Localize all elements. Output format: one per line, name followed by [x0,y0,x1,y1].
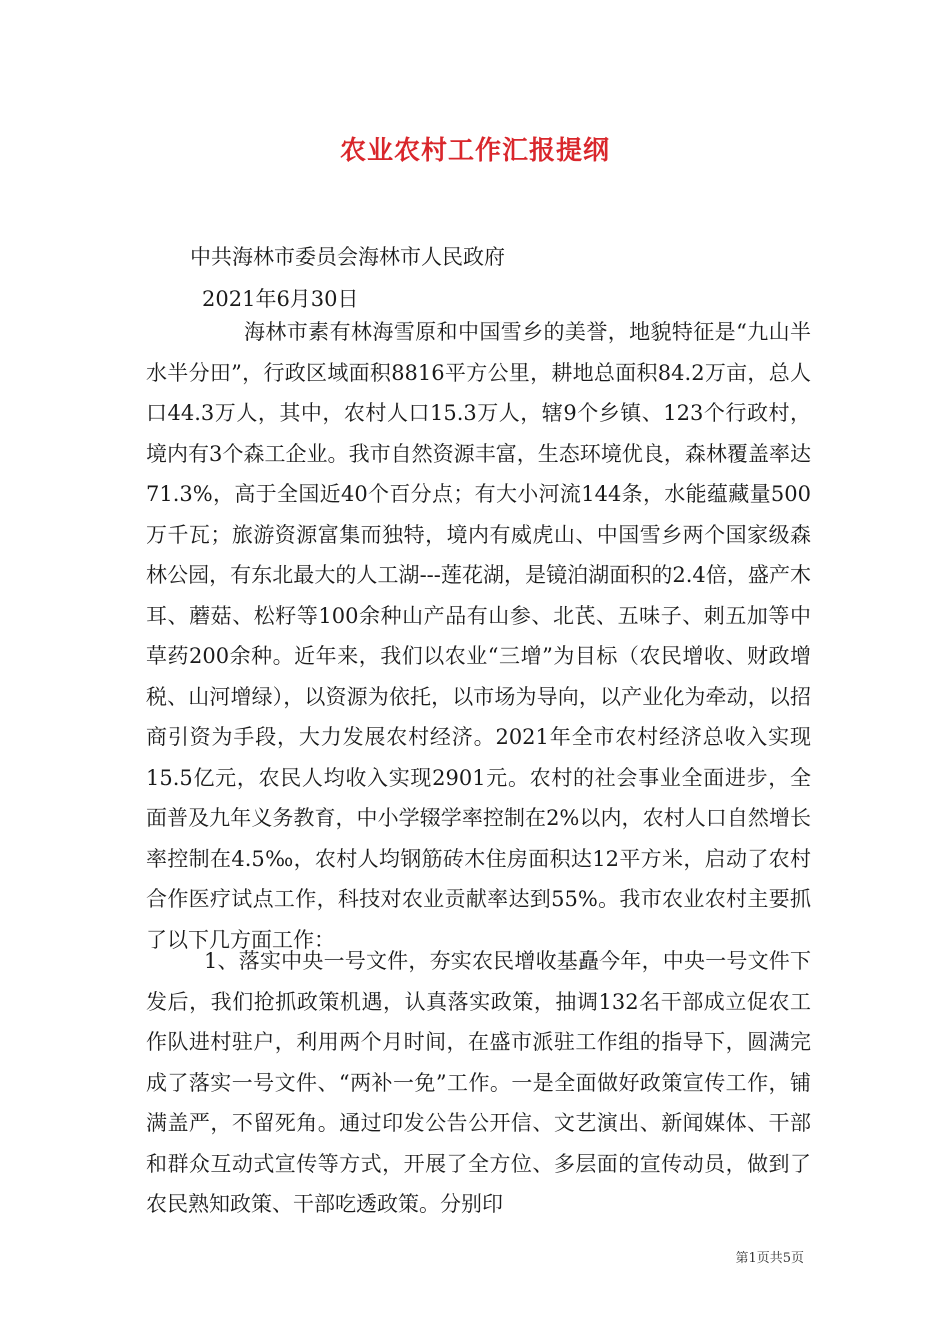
page-number: 第1页共5页 [735,1251,804,1266]
document-date: 2021年6月30日 [202,287,359,311]
issuing-organization: 中共海林市委员会海林市人民政府 [190,245,505,269]
document-title: 农业农村工作汇报提纲 [339,136,610,166]
paragraph-section-1: 1、落实中央一号文件，夯实农民增收基矗今年，中央一号文件下发后，我们抢抓政策机遇，认真落实政策，抽调132名干部成立促农工作队进村驻户，利用两个月时间，在盛市派驻工作组的指导下，圆满完成了落实一号文件、“两补一免”工作。一是全面做好政策宣传工作，铺满盖严，不留死角。通过印发公告公开信、文艺演出、新闻媒体、干部和群众互动式宣传等方式，开展了全方位、多层面的宣传动员，做到了农民熟知政策、干部吃透政策。分别印 [146,949,811,1216]
paragraph-intro: 海林市素有林海雪原和中国雪乡的美誉，地貌特征是“九山半水半分田”，行政区域面积8816平方公里，耕地总面积84.2万亩，总人口44.3万人，其中，农村人口15.3万人，辖9个乡镇、123个行政村，境内有3个森工企业。我市自然资源丰富，生态环境优良，森林覆盖率达71.3%，高于全国近40个百分点；有大小河流144条，水能蕴藏量500万千瓦；旅游资源富集而独特，境内有威虎山、中国雪乡两个国家级森林公园，有东北最大的人工湖---莲花湖，是镜泊湖面积的2.4倍，盛产木耳、蘑菇、松籽等100余种山产品有山参、北芪、五味子、刺五加等中草药200余种。近年来，我们以农业“三增”为目标（农民增收、财政增税、山河增绿），以资源为依托，以市场为导向，以产业化为牵动，以招商引资为手段，大力发展农村经济。2021年全市农村经济总收入实现15.5亿元，农民人均收入实现2901元。农村的社会事业全面进步，全面普及九年义务教育，中小学辍学率控制在2%以内，农村人口自然增长率控制在4.5‰，农村人均钢筋砖木住房面积达12平方米，启动了农村合作医疗试点工作，科技对农业贡献率达到55%。我市农业农村主要抓了以下几方面工作： [146,320,811,952]
